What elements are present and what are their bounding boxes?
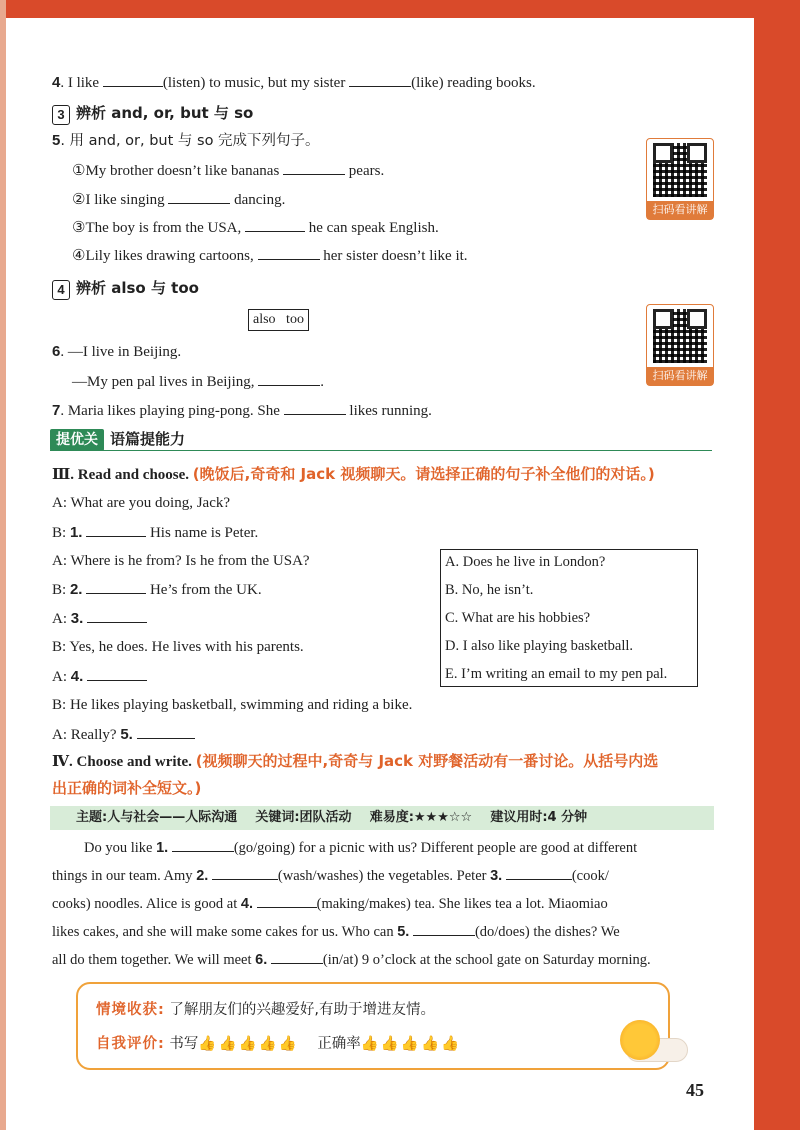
qr-code-icon [653,143,707,197]
answer-blank[interactable] [86,522,146,537]
answer-blank[interactable] [87,666,147,681]
option-a: A. Does he live in London? [445,554,606,570]
qr-code-icon [653,309,707,363]
answer-blank[interactable] [271,949,323,964]
answer-blank[interactable] [168,189,230,204]
answer-blank[interactable] [283,160,345,175]
question-5-item: ①My brother doesn’t like bananas pears. [72,160,384,181]
question-number: 4 [52,74,61,91]
section-tag: 提优关 [50,429,104,451]
section-divider [50,450,712,451]
answer-blank[interactable] [212,865,278,880]
option-b: B. No, he isn’t. [445,582,534,598]
dialogue-line: B: 1. His name is Peter. [52,524,259,541]
qr-code-explanation[interactable]: 扫码看讲解 [646,138,714,220]
answer-blank[interactable] [245,217,305,232]
word-box: also too [248,309,309,331]
sun-icon [620,1020,660,1060]
thumbs-up-icon[interactable]: 👍👍👍👍👍 [198,1036,299,1052]
option-e: E. I’m writing an email to my pen pal. [445,666,668,682]
topic-bar: 主题:人与社会——人际沟通 关键词:团队活动 难易度:★★★☆☆ 建议用时:4 分钟 [50,806,714,830]
answer-blank[interactable] [172,837,234,852]
page-number: 45 [686,1080,704,1100]
answer-blank[interactable] [349,72,411,87]
answer-blank[interactable] [257,893,317,908]
answer-blank[interactable] [87,608,147,623]
qr-code-explanation[interactable]: 扫码看讲解 [646,304,714,386]
essay-line: things in our team. Amy 2. (wash/washes) the vegetables. Peter 3. (cook/ [52,862,712,890]
answer-blank[interactable] [137,724,195,739]
answer-blank[interactable] [284,400,346,415]
dialogue-line: B: Yes, he does. He lives with his parents. [52,639,304,655]
option-c: C. What are his hobbies? [445,610,591,626]
option-d: D. I also like playing basketball. [445,638,634,654]
advanced-section-heading: 提优关 语篇提能力 [50,429,185,451]
part-4-heading: Ⅳ. Choose and write. (视频聊天的过程中,奇奇与 Jack 对野餐活动有一番讨论。从括号内选 [52,752,659,770]
dialogue-line: B: 2. He’s from the UK. [52,581,262,598]
dialogue-line: A: Really? 5. [52,724,195,745]
page-frame-right [754,0,800,1130]
worksheet-page [6,18,754,1122]
essay-passage [52,834,712,974]
section-3-heading: 3 辨析 and, or, but 与 so [52,103,253,125]
question-5-instruction: 5. 用 and, or, but 与 so 完成下列句子。 [52,132,320,149]
thumbs-up-icon[interactable]: 👍👍👍👍👍 [360,1036,462,1052]
self-evaluation: 自我评价: 书写👍👍👍👍👍 正确率👍👍👍👍👍 [96,1036,462,1052]
situation-gain: 情境收获: 了解朋友们的兴趣爱好,有助于增进友情。 [96,1002,436,1018]
dialogue-line: B: He likes playing basketball, swimming and riding a bike. [52,697,413,713]
question-5-item: ④Lily likes drawing cartoons, her sister doesn’t like it. [72,245,468,266]
answer-blank[interactable] [258,371,320,386]
summary-box [76,982,670,1070]
dialogue-line: A: 4. [52,666,147,687]
options-box [440,549,698,687]
question-6-answer: —My pen pal lives in Beijing, . [72,371,324,392]
essay-line: cooks) noodles. Alice is good at 4. (making/makes) tea. She likes tea a lot. Miaomiao [52,890,712,918]
dialogue-line: A: Where is he from? Is he from the USA? [52,553,310,569]
dialogue-line: A: What are you doing, Jack? [52,495,231,511]
part-3-heading: Ⅲ. Read and choose. (晚饭后,奇奇和 Jack 视频聊天。请选择正确的句子补全他们的对话。) [52,465,655,483]
question-6: 6. —I live in Beijing. [52,343,182,360]
essay-line: Do you like 1. (go/going) for a picnic with us? Different people are good at different [52,834,712,862]
question-5-item: ③The boy is from the USA, he can speak English. [72,217,439,238]
question-4: 4. I like (listen) to music, but my sister (like) reading books. [52,74,536,91]
answer-blank[interactable] [413,921,475,936]
section-4-heading: 4 辨析 also 与 too [52,278,199,300]
answer-blank[interactable] [86,579,146,594]
part-4-instruction-cont: 出正确的词补全短文。) [52,779,202,797]
question-7: 7. Maria likes playing ping-pong. She likes running. [52,402,432,419]
dialogue-line: A: 3. [52,608,147,629]
answer-blank[interactable] [103,72,163,87]
answer-blank[interactable] [258,245,320,260]
answer-blank[interactable] [506,865,572,880]
page-frame-top [0,0,800,18]
essay-line: likes cakes, and she will make some cakes for us. Who can 5. (do/does) the dishes? We [52,918,712,946]
question-5-item: ②I like singing dancing. [72,189,285,210]
essay-line: all do them together. We will meet 6. (in/at) 9 o’clock at the school gate on Saturday morning. [52,946,712,974]
